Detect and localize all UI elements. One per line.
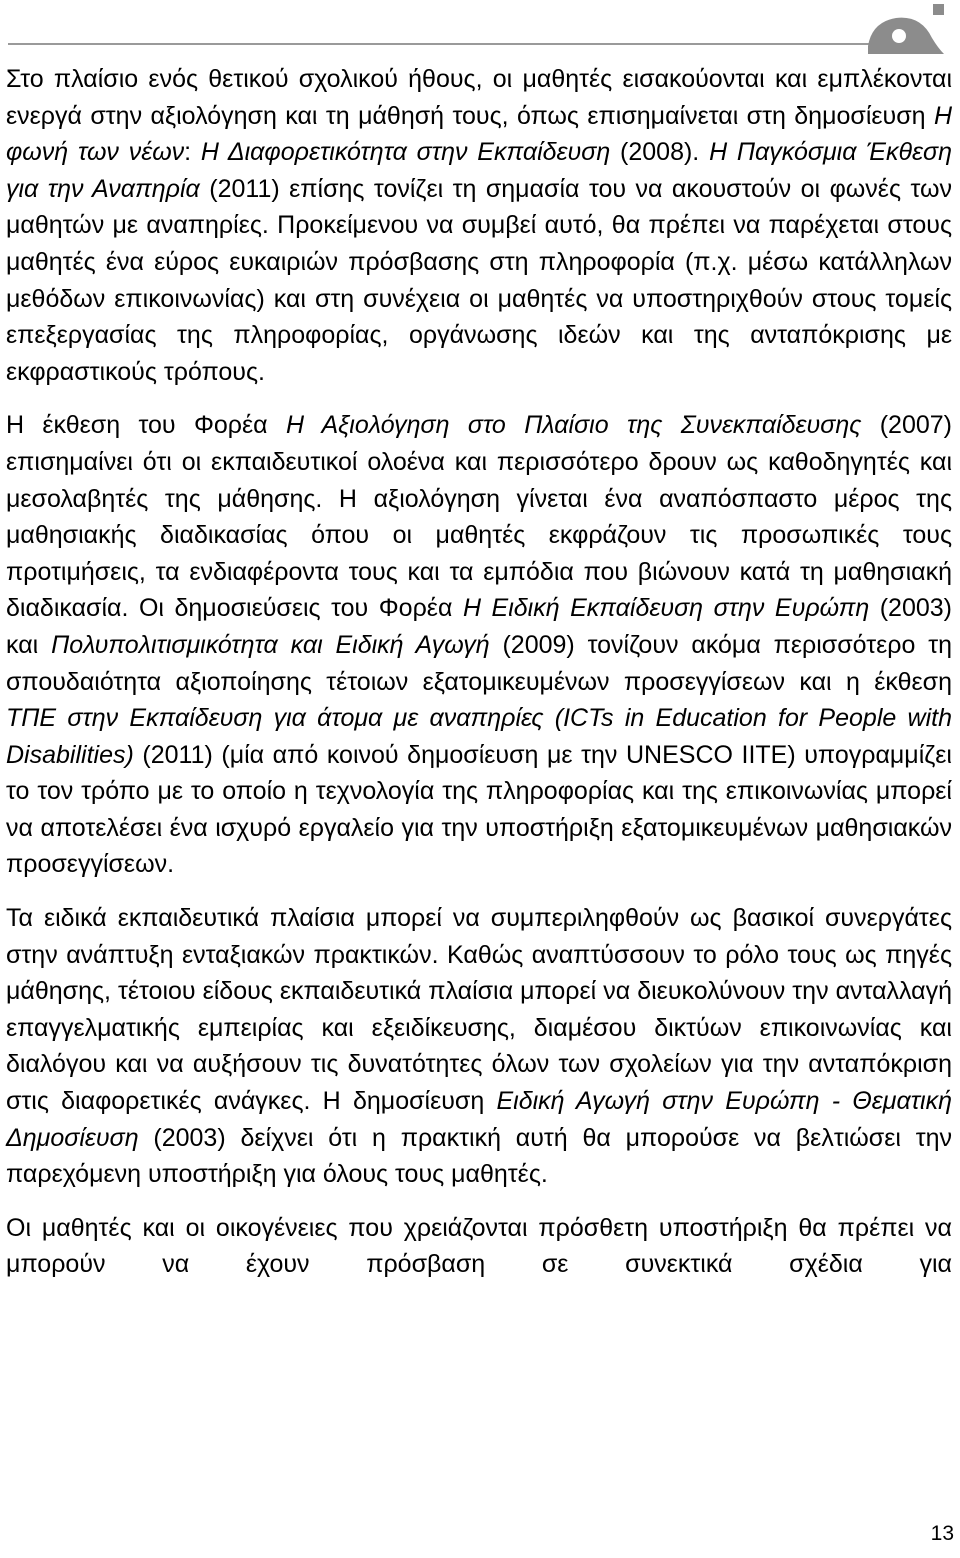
italic-title: ΤΠΕ στην Εκπαίδευση για άτομα με αναπηρίες (ICTs in Education for People with Disabilities) [6,704,952,769]
text-run: (2003) δείχνει ότι η πρακτική αυτή θα μπορούσε να βελτιώσει την παρεχόμενη υποστήριξη για όλους τους μαθητές. [6,1123,952,1189]
page-number: 13 [930,1522,954,1545]
text-run: Οι μαθητές και οι οικογένειες που χρειάζονται πρόσθετη υποστήριξη θα πρέπει να μπορούν να έχουν πρόσβαση σε συνεκτικά σχέδια για [6,1213,952,1279]
paragraph [6,900,952,1193]
italic-title: Η Διαφορετικότητα στην Εκπαίδευση [200,138,611,167]
text-run: Στο πλαίσιο ενός θετικού σχολικού ήθους, οι μαθητές εισακούονται και εμπλέκονται ενεργά στην αξιολόγηση και τη μάθησή τους, όπως επισημαίνεται στη δημοσίευση [6,65,952,130]
document-body [6,61,952,1300]
italic-title: Η Παγκόσμια Έκθεση για την Αναπηρία [6,138,952,203]
italic-title: Η φωνή των νέων [6,101,952,167]
paragraph [6,1210,952,1283]
header-rule [8,43,870,45]
paragraph [6,407,952,883]
paragraph [6,61,952,390]
text-run: (2011) (μία από κοινού δημοσίευση με την UNESCO IITE) υπογραμμίζει το τον τρόπο με το οποίο η τεχνολογία της πληροφορίας και της επικοινωνίας μπορεί να αποτελέσει ένα ισχυρό εργαλείο για την υποστήριξη εξατομικευμένων μαθησιακών προσεγγίσεων. [6,740,952,879]
text-run: (2011) επίσης τονίζει τη σημασία του να ακουστούν οι φωνές των μαθητών με αναπηρίες. Προκείμενου να συμβεί αυτό, θα πρέπει να παρέχεται στους μαθητές ένα εύρος ευκαιριών πρόσβασης στη πληροφορία (π.χ. μέσω κατάλληλων μεθόδων επικοινωνίας) και στη συνέχεια οι μαθητές να υποστηριχθούν στους τομείς επεξεργασίας της πληροφορίας, οργάνωσης ιδεών και της ανταπόκρισης με εκφραστικούς τρόπους. [6,174,952,386]
italic-title: Ειδική Αγωγή στην Ευρώπη - Θεματική Δημοσίευση [6,1087,952,1152]
agency-logo-icon [866,2,950,54]
text-run: (2009) τονίζουν ακόμα περισσότερο τη σπουδαιότητα αξιοποίησης τέτοιων εξατομικευμένων προσεγγίσεων και η έκθεση [6,630,953,696]
text-run: (2008). [610,138,710,167]
text-run: Η έκθεση του Φορέα [6,411,286,440]
text-run: Τα ειδικά εκπαιδευτικά πλαίσια μπορεί να συμπεριληφθούν ως βασικοί συνεργάτες στην ανάπτυξη ενταξιακών πρακτικών. Καθώς αναπτύσσουν το ρόλο τους ως πηγές μάθησης, τέτοιου είδους εκπαιδευτικά πλαίσια μπορεί να διευκολύνουν την ανταλλαγή επαγγελματικής εμπειρίας και εξειδίκευσης, διαμέσου δικτύων επικοινωνίας και διαλόγου και να αυξήσουν τις δυνατότητες όλων των σχολείων για την ανταπόκριση στις διαφορετικές ανάγκες. Η δημοσίευση [6,904,952,1116]
italic-title: Η Αξιολόγηση στο Πλαίσιο της Συνεκπαίδευσης [285,411,862,440]
italic-title: Η Ειδική Εκπαίδευση στην Ευρώπη [462,594,870,623]
text-run: (2007) επισημαίνει ότι οι εκπαιδευτικοί ολοένα και περισσότερο δρουν ως καθοδηγητές και μεσολαβητές της μάθησης. Η αξιολόγηση γίνεται ένα αναπόσπαστο μέρος της μαθησιακής διαδικασίας όπου οι μαθητές εκφράζουν τις προσωπικές τους προτιμήσεις, τα ενδιαφέροντα τους και τα εμπόδια που βιώνουν κατά τη μαθησιακή διαδικασία. Οι δημοσιεύσεις του Φορέα [6,411,952,623]
text-run: (2003) και [6,594,952,659]
text-run: : [184,138,201,167]
italic-title: Πολυπολιτισμικότητα και Ειδική Αγωγή [51,630,490,659]
